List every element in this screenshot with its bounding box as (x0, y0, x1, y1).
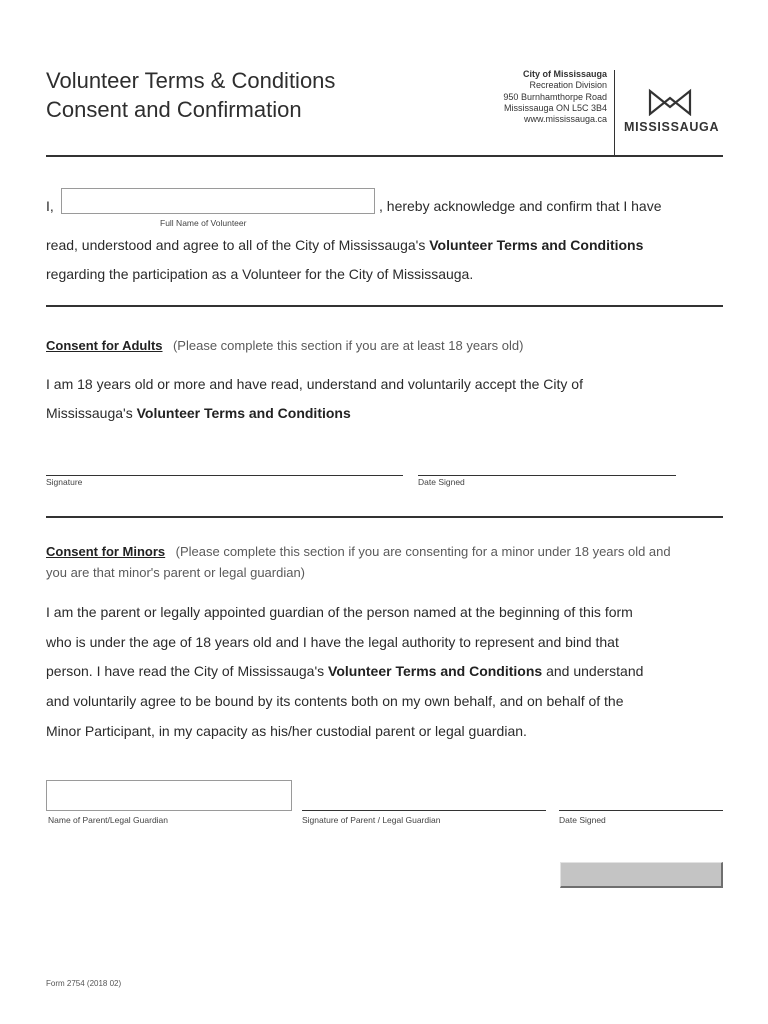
guardian-date-caption: Date Signed (559, 815, 606, 825)
header-divider (46, 155, 723, 157)
minors-para-line-1: I am the parent or legally appointed guardian of the person named at the beginning of this form (46, 604, 633, 620)
minors-para-line-3-end: and understand (542, 663, 644, 679)
adult-date-line[interactable] (418, 475, 676, 476)
acknowledge-prefix: I, (46, 198, 54, 214)
adults-line-1: I am 18 years old or more and have read, understand and voluntarily accept the City of (46, 376, 583, 392)
minors-para-line-3-text: person. I have read the City of Mississauga's (46, 663, 329, 679)
adults-section-note: (Please complete this section if you are at least 18 years old) (172, 338, 524, 353)
address-website: www.mississauga.ca (523, 114, 607, 125)
acknowledge-line-3: regarding the participation as a Volunteer for the City of Mississauga. (46, 266, 474, 282)
guardian-signature-line[interactable] (302, 810, 546, 811)
address-street: 950 Burnhamthorpe Road (503, 91, 607, 102)
minors-para-line-4: and voluntarily agree to be bound by its contents both on my own behalf, and on behalf of the (46, 693, 624, 709)
guardian-signature-caption: Signature of Parent / Legal Guardian (302, 815, 441, 825)
acknowledge-line-1: , hereby acknowledge and confirm that I have (379, 198, 662, 214)
address-city: City of Mississauga (522, 69, 607, 79)
logo-wordmark: MISSISSAUGA (624, 120, 720, 134)
volunteer-name-input[interactable] (61, 188, 375, 214)
adult-signature-line[interactable] (46, 475, 403, 476)
address-postal: Mississauga ON L5C 3B4 (503, 102, 607, 113)
title-line-1: Volunteer Terms & Conditions (46, 68, 336, 93)
page-title (46, 66, 335, 124)
adults-line-2 (46, 405, 351, 421)
terms-reference-3: Volunteer Terms and Conditions (328, 663, 543, 679)
guardian-name-input[interactable] (46, 780, 292, 811)
form-action-button[interactable] (560, 862, 723, 888)
section-divider-2 (46, 516, 723, 518)
adult-signature-caption: Signature (46, 477, 83, 487)
mississauga-logo-icon (648, 88, 692, 121)
section-divider-1 (46, 305, 723, 307)
minors-para-line-5: Minor Participant, in my capacity as his/her custodial parent or legal guardian. (46, 723, 527, 739)
guardian-date-line[interactable] (559, 810, 723, 811)
adults-line-2-text: Mississauga's (46, 405, 137, 421)
adults-section-title: Consent for Adults (46, 338, 163, 353)
form-number: Form 2754 (2018 02) (46, 979, 122, 988)
title-line-2: Consent and Confirmation (46, 97, 302, 122)
address-block (470, 69, 607, 125)
minors-section-note-2: you are that minor's parent or legal guardian) (46, 565, 306, 580)
terms-reference-1: Volunteer Terms and Conditions (429, 237, 644, 253)
terms-reference-2: Volunteer Terms and Conditions (136, 405, 351, 421)
minors-section-note: (Please complete this section if you are consenting for a minor under 18 years old and (175, 544, 671, 559)
guardian-name-caption: Name of Parent/Legal Guardian (48, 815, 169, 825)
adult-date-caption: Date Signed (418, 477, 465, 487)
header-vertical-divider (614, 70, 615, 156)
minors-heading-row (46, 543, 671, 561)
minors-para-line-3 (46, 663, 643, 679)
volunteer-name-caption: Full Name of Volunteer (160, 218, 247, 228)
address-division: Recreation Division (529, 80, 607, 91)
minors-section-title: Consent for Minors (46, 544, 166, 559)
adults-heading-row (46, 337, 523, 355)
acknowledge-line-2-text: read, understood and agree to all of the City of Mississauga's (46, 237, 430, 253)
acknowledge-line-2 (46, 237, 643, 253)
minors-para-line-2: who is under the age of 18 years old and I have the legal authority to represent and bind that (46, 634, 619, 650)
